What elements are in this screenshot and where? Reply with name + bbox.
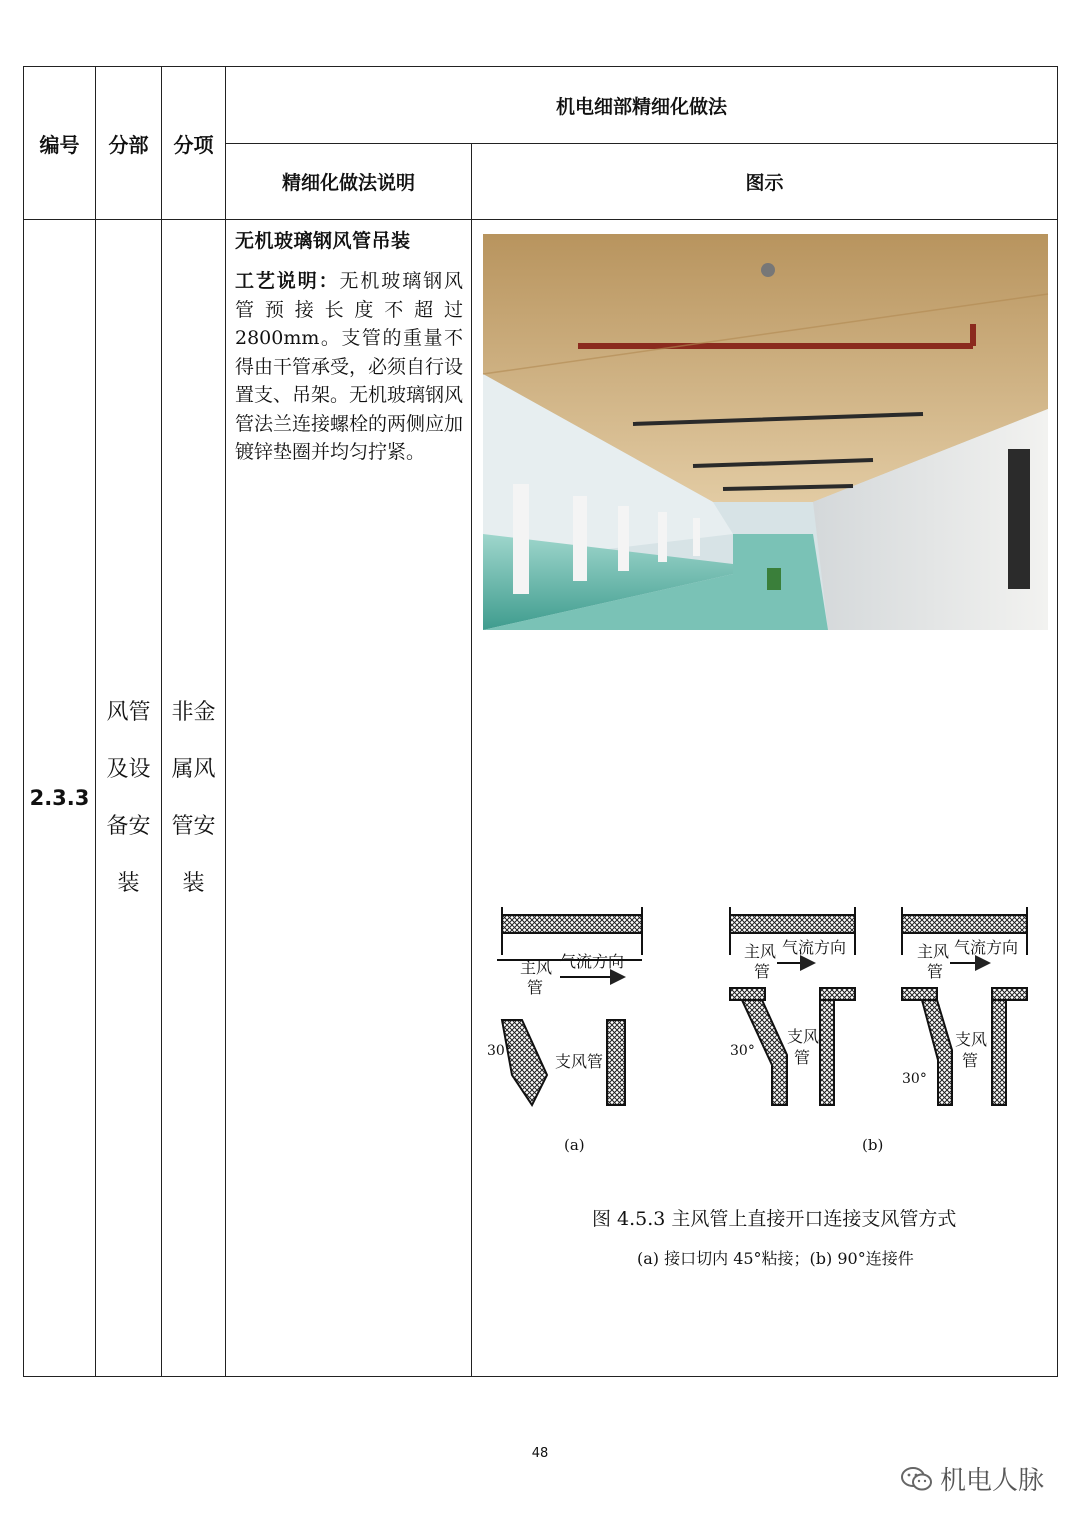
label-airflow-b2: 气流方向 [954,938,1019,957]
header-figure: 图示 [472,144,1058,220]
item-line: 装 [182,871,205,896]
division-line: 备安 [106,814,151,839]
label-main-duct-b: 管 [527,978,544,997]
item-line: 属风 [171,757,216,782]
header-item: 分项 [162,67,226,220]
wechat-icon [900,1465,934,1493]
division-line: 装 [117,871,140,896]
row-figure [472,220,1058,1377]
label-a: (a) [564,1136,585,1154]
header-group-title: 机电细部精细化做法 [226,67,1058,144]
division-line: 及设 [106,757,151,782]
diagram-caption: 图 4.5.3 主风管上直接开口连接支风管方式 [592,1208,957,1230]
watermark-text: 机电人脉 [940,1466,1045,1496]
label-angle-b2: 30° [902,1071,927,1087]
item-line: 非金 [171,700,216,725]
division-line: 风管 [106,700,151,725]
diagram-b1 [730,907,855,1105]
label-airflow-b1: 气流方向 [782,938,847,957]
page-number: 48 [531,1446,549,1461]
duct-installation-photo [483,234,1048,630]
label-angle-a: 30° [487,1043,512,1059]
description-text: 无机玻璃钢风管预接长度不超过2800mm。支管的重量不得由干管承受，必须自行设置支、吊架。无机玻璃钢风管法兰连接螺栓的两侧应加镀锌垫圈并均匀拧紧。 [235,270,464,463]
label-main-duct-b1-2: 管 [754,962,771,981]
label-angle-b1: 30° [730,1043,755,1059]
description-label: 工艺说明： [235,270,340,292]
header-code: 编号 [24,67,96,220]
label-main-duct-b2-2: 管 [927,962,944,981]
label-main-duct-a: 主风 [520,958,553,977]
spec-table [23,66,1058,1377]
header-division: 分部 [96,67,162,220]
label-main-duct-b1: 主风 [744,942,777,961]
row-description [226,220,472,1377]
label-branch-b2-2: 管 [962,1051,979,1070]
branch-duct-diagram [472,675,1057,1268]
description-body [235,267,463,467]
label-main-duct-b2: 主风 [917,942,950,961]
label-branch-duct: 支风管 [555,1052,604,1071]
diagram-a [497,907,642,1105]
description-title: 无机玻璃钢风管吊装 [235,230,411,252]
row-division [96,220,162,1377]
label-branch-b2: 支风 [955,1030,988,1049]
label-airflow: 气流方向 [560,952,625,971]
label-branch-b1-2: 管 [794,1048,811,1067]
label-branch-b1: 支风 [787,1027,820,1046]
watermark [900,1460,1044,1497]
header-description: 精细化做法说明 [226,144,472,220]
row-code: 2.3.3 [24,220,96,1377]
row-item [162,220,226,1377]
label-b: (b) [862,1136,884,1154]
item-line: 管安 [171,814,216,839]
diagram-subcaption: (a) 接口切内 45°粘接；(b) 90°连接件 [637,1249,914,1268]
